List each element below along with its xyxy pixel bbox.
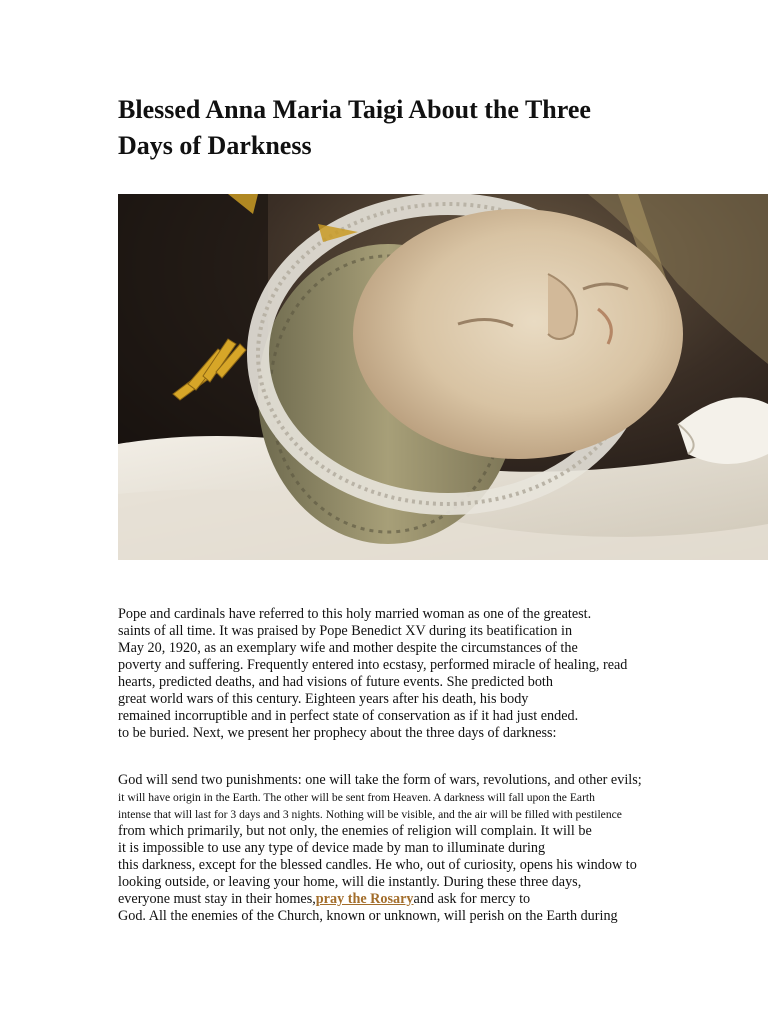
prophecy-line-1: God will send two punishments: one will take the form of wars, revolutions, and other evils;: [118, 772, 642, 788]
pray-the-rosary-link[interactable]: pray the Rosary: [315, 891, 414, 907]
intro-line-1: Pope and cardinals have referred to this holy married woman as one of the greatest.: [118, 606, 592, 622]
title-line-1: Blessed Anna Maria Taigi About the Three: [118, 95, 591, 124]
intro-line-5: hearts, predicted deaths, and had visions of future events. She predicted both: [118, 674, 553, 690]
prophecy-line-8-end: and ask for mercy to: [413, 891, 531, 907]
prophecy-line-2: it will have origin in the Earth. The other will be sent from Heaven. A darkness will fall upon the Earth: [118, 791, 595, 804]
article-title: [118, 92, 678, 164]
prophecy-paragraph: [118, 772, 738, 925]
prophecy-line-7: looking outside, or leaving your home, will die instantly. During these three days,: [118, 874, 582, 890]
intro-line-4: poverty and suffering. Frequently entered into ecstasy, performed miracle of healing, read: [118, 657, 628, 673]
prophecy-line-9: God. All the enemies of the Church, known or unknown, will perish on the Earth during: [118, 908, 618, 924]
intro-line-7: remained incorruptible and in perfect state of conservation as if it had just ended.: [118, 708, 579, 724]
intro-line-2: saints of all time. It was praised by Pope Benedict XV during its beatification in: [118, 623, 573, 639]
prophecy-line-8-start: everyone must stay in their homes,: [118, 891, 316, 907]
intro-line-8: to be buried. Next, we present her prophecy about the three days of darkness:: [118, 725, 557, 741]
prophecy-line-4: from which primarily, but not only, the enemies of religion will complain. It will be: [118, 823, 592, 839]
article-photo: [118, 194, 768, 560]
saint-portrait-image: [118, 194, 768, 560]
prophecy-line-3: intense that will last for 3 days and 3 nights. Nothing will be visible, and the air will be filled with pestilence: [118, 808, 622, 821]
prophecy-line-5: it is impossible to use any type of device made by man to illuminate during: [118, 840, 546, 856]
intro-line-3: May 20, 1920, as an exemplary wife and mother despite the circumstances of the: [118, 640, 578, 656]
prophecy-line-8: [118, 891, 738, 908]
intro-line-6: great world wars of this century. Eighteen years after his death, his body: [118, 691, 529, 707]
title-line-2: Days of Darkness: [118, 131, 312, 160]
prophecy-line-6: this darkness, except for the blessed candles. He who, out of curiosity, opens his window to: [118, 857, 637, 873]
intro-paragraph: [118, 606, 738, 742]
